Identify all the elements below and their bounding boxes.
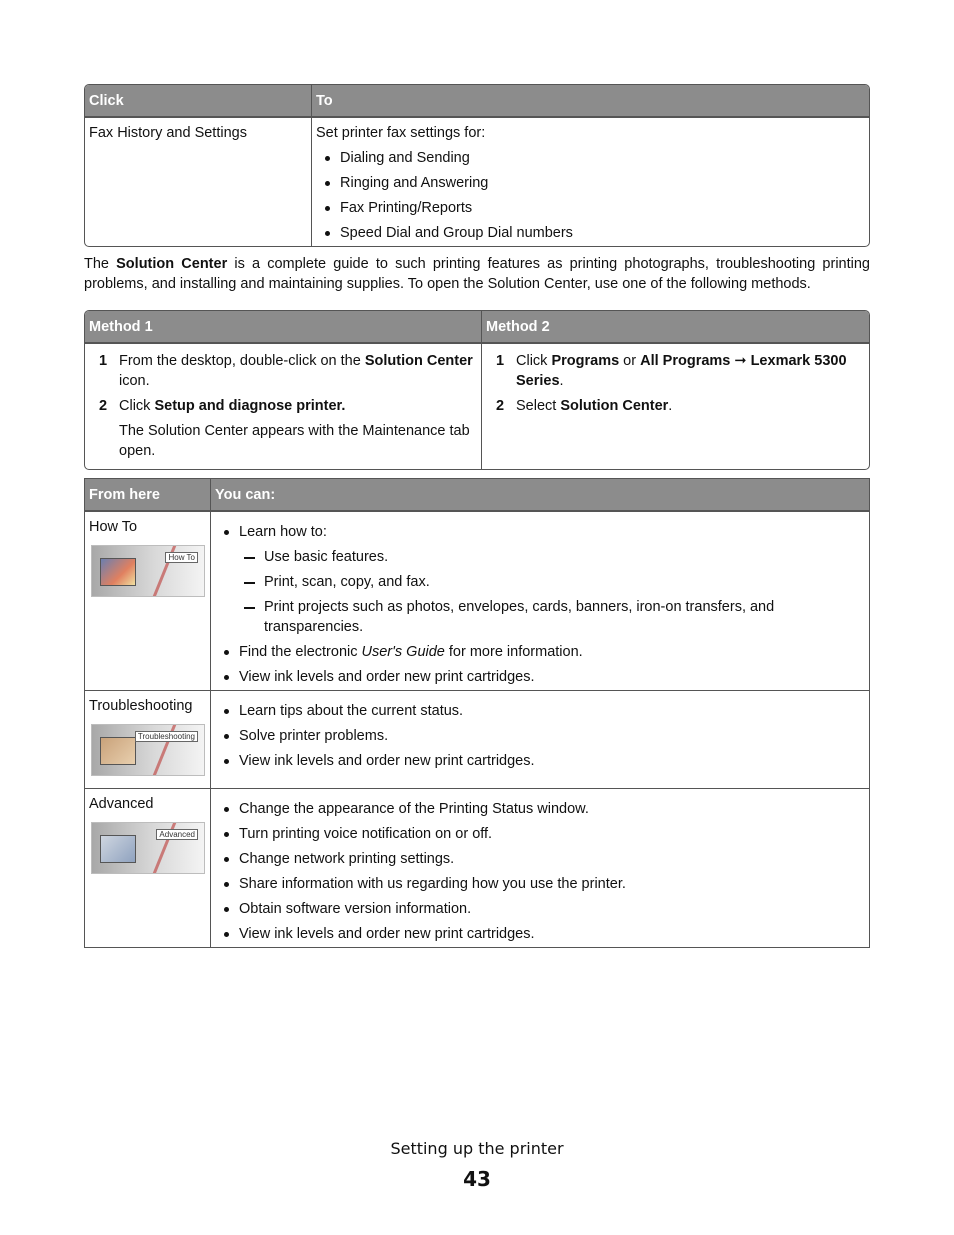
advanced-actions <box>210 788 869 947</box>
troubleshooting-list <box>215 701 865 771</box>
paragraph-text: The <box>84 256 117 272</box>
step-bold: Setup and diagnose printer. <box>154 398 346 414</box>
table-row <box>85 690 869 788</box>
column-header-you-can: You can: <box>210 479 869 511</box>
step-text: Click <box>119 398 155 414</box>
photo-icon <box>100 558 136 586</box>
step-bold: Solution Center <box>560 398 669 414</box>
fax-settings-list <box>316 148 865 243</box>
advanced-label: Advanced <box>89 796 154 812</box>
footer-section-title: Setting up the printer <box>390 1139 564 1158</box>
list-item: Change network printing settings. <box>239 849 865 869</box>
method-2-steps <box>486 351 865 416</box>
solution-center-paragraph <box>84 254 870 294</box>
list-item: Learn tips about the current status. <box>239 701 865 721</box>
row-label: Fax History and Settings <box>85 117 311 246</box>
method-1-steps <box>89 351 477 461</box>
advanced-screenshot-image <box>91 822 205 874</box>
list-item: View ink levels and order new print cartridges. <box>239 751 865 771</box>
list-item <box>239 642 865 662</box>
bandage-icon <box>100 737 136 765</box>
step-number: 1 <box>496 353 505 369</box>
step-number: 2 <box>496 398 505 414</box>
step-text: Click <box>516 353 552 369</box>
troubleshooting-cell <box>85 690 210 788</box>
table-row <box>85 511 869 690</box>
step-text: . <box>668 398 673 414</box>
advanced-list <box>215 799 865 944</box>
step-number: 2 <box>99 398 108 414</box>
list-text: for more information. <box>444 644 583 660</box>
list-text: Learn how to: <box>239 524 327 540</box>
step-text: Select <box>516 398 561 414</box>
list-item: Turn printing voice notification on or off. <box>239 824 865 844</box>
fax-settings-table <box>84 84 870 247</box>
list-item: View ink levels and order new print cartridges. <box>239 667 865 687</box>
list-item: Ringing and Answering <box>340 173 865 193</box>
step-text: icon. <box>119 373 150 389</box>
list-item <box>239 522 865 637</box>
step-text: . <box>559 373 564 389</box>
list-item: Change the appearance of the Printing Status window. <box>239 799 865 819</box>
step-bold: All Programs <box>640 353 731 369</box>
methods-table <box>84 310 870 470</box>
troubleshooting-screenshot-image <box>91 724 205 776</box>
howto-sublist <box>239 547 865 637</box>
guide-title: User's Guide <box>361 644 445 660</box>
page-number: 43 <box>463 1167 491 1191</box>
fax-intro: Set printer fax settings for: <box>316 125 486 141</box>
table-row <box>85 117 869 246</box>
column-header-click: Click <box>85 85 311 117</box>
row-description <box>311 117 869 246</box>
step <box>99 396 477 461</box>
step-text: From the desktop, double-click on the <box>119 353 365 369</box>
method-1-cell <box>85 343 481 469</box>
list-item: Share information with us regarding how you use the printer. <box>239 874 865 894</box>
troubleshooting-actions <box>210 690 869 788</box>
troubleshooting-label: Troubleshooting <box>89 698 193 714</box>
list-item: Solve printer problems. <box>239 726 865 746</box>
sub-list-item: Print projects such as photos, envelopes, cards, banners, iron-on transfers, and transparencies. <box>264 597 865 637</box>
list-text: Find the electronic <box>239 644 362 660</box>
list-item: Dialing and Sending <box>340 148 865 168</box>
column-header-to: To <box>311 85 869 117</box>
step-bold: Solution Center <box>364 353 473 369</box>
howto-screenshot-image <box>91 545 205 597</box>
table-row <box>85 343 869 469</box>
step-text: or <box>619 353 641 369</box>
step <box>496 396 865 416</box>
method-2-cell <box>481 343 869 469</box>
from-here-table <box>84 478 870 948</box>
advanced-cell <box>85 788 210 947</box>
thumb-tag: Troubleshooting <box>135 731 198 742</box>
howto-actions <box>210 511 869 690</box>
howto-cell <box>85 511 210 690</box>
step <box>496 351 865 391</box>
table-row <box>85 788 869 947</box>
column-header-method-2: Method 2 <box>481 311 869 343</box>
arrow-icon: ➞ <box>730 353 751 369</box>
paragraph-bold: Solution Center <box>116 256 228 272</box>
step-bold: Programs <box>551 353 620 369</box>
list-item: Obtain software version information. <box>239 899 865 919</box>
speaker-icon <box>100 835 136 863</box>
howto-list <box>215 522 865 687</box>
sub-list-item: Print, scan, copy, and fax. <box>264 572 865 592</box>
list-item: View ink levels and order new print cartridges. <box>239 924 865 944</box>
thumb-tag: Advanced <box>156 829 198 840</box>
step-note: The Solution Center appears with the Maintenance tab open. <box>119 423 470 459</box>
list-item: Speed Dial and Group Dial numbers <box>340 223 865 243</box>
step <box>99 351 477 391</box>
step-bold: Lexmark 5300 Series <box>516 353 847 389</box>
step-number: 1 <box>99 353 108 369</box>
thumb-tag: How To <box>165 552 198 563</box>
sub-list-item: Use basic features. <box>264 547 865 567</box>
column-header-method-1: Method 1 <box>85 311 481 343</box>
list-item: Fax Printing/Reports <box>340 198 865 218</box>
howto-label: How To <box>89 519 138 535</box>
column-header-from-here: From here <box>85 479 210 511</box>
paragraph-text: is a complete guide to such printing features as printing photographs, troubleshooting printing problems, and installing and maintaining supplies. To open the Solution Center, use one of the following methods. <box>84 256 870 292</box>
